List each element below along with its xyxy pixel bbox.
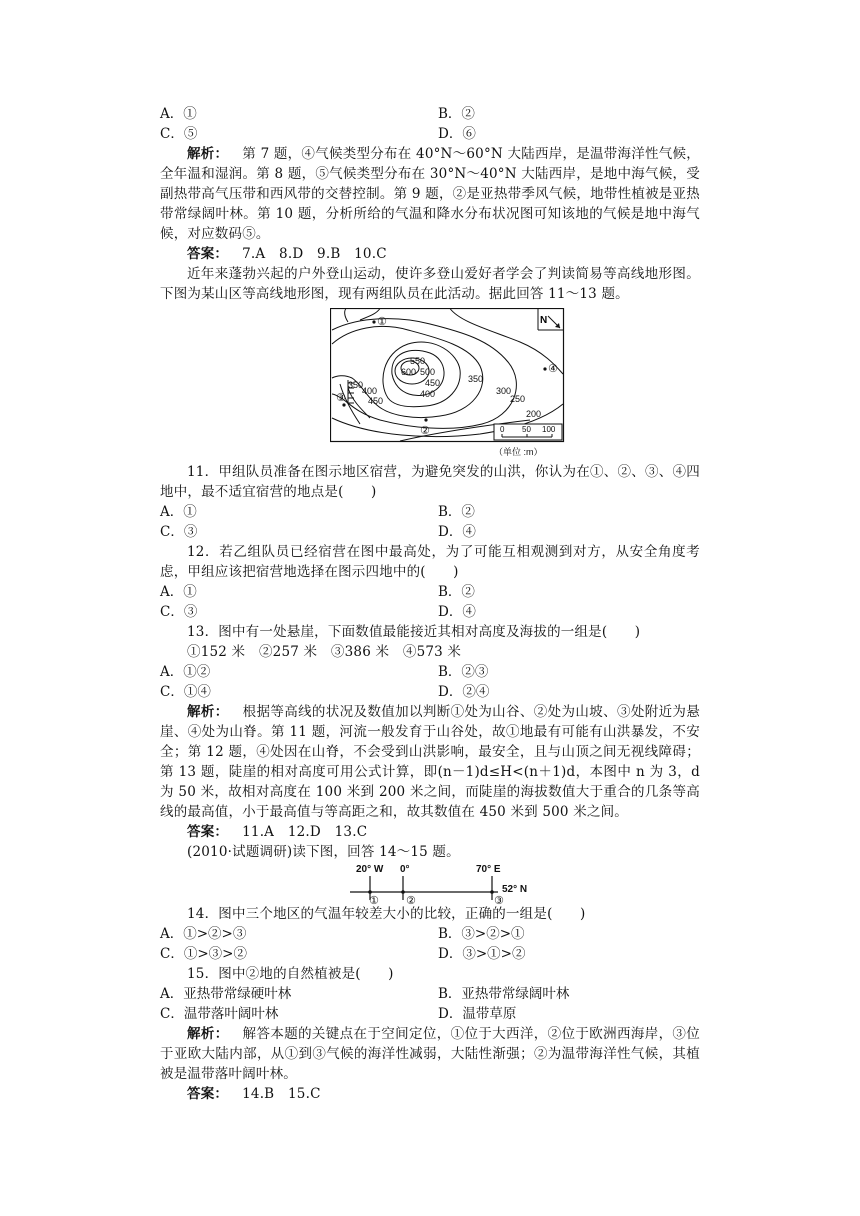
q12-option-b: B．② — [438, 584, 475, 600]
q11-option-b: B．② — [438, 504, 475, 520]
q12-option-c: C．③ — [160, 604, 198, 620]
contour-label-250: 250 — [510, 394, 526, 404]
answer-11-13 — [160, 822, 700, 842]
q15-option-d: D．温带草原 — [438, 1006, 517, 1022]
scale-label-0: 0 — [500, 425, 505, 434]
lat-point-3: ③ — [494, 895, 504, 906]
q13-option-c: C．①④ — [160, 684, 211, 700]
contour-label-600: 600 — [401, 367, 417, 377]
point-3: ③ — [336, 392, 346, 404]
answer-text: 11.A 12.D 13.C — [242, 824, 368, 840]
contour-label-350-left: 350 — [348, 380, 364, 390]
analysis-text: 解答本题的关键点在于空间定位，①位于大西洋，②位于欧洲西海岸，③位于亚欧大陆内部，从①到③气候的海洋性减弱，大陆性渐强；②为温带海洋性气候，其植被是温带落叶阔叶林。 — [160, 1026, 700, 1082]
lon-label-70e: 70° E — [476, 864, 501, 875]
q11-option-d: D．④ — [438, 524, 476, 540]
q13-option-b: B．②③ — [438, 664, 489, 680]
analysis-11-13 — [160, 702, 700, 822]
contour-label-550: 550 — [410, 356, 426, 366]
option-c: C．⑤ — [160, 126, 198, 142]
lon-label-0: 0° — [400, 864, 410, 875]
q13-option-d: D．②④ — [438, 684, 490, 700]
q11-option-c: C．③ — [160, 524, 198, 540]
contour-map — [330, 308, 566, 458]
question-15: 15．图中②地的自然植被是( ) — [187, 966, 394, 982]
scale-label-50: 50 — [522, 425, 531, 434]
option-a: A．① — [160, 106, 197, 122]
point-2: ② — [420, 425, 430, 437]
question-14: 14．图中三个地区的气温年较差大小的比较，正确的一组是( ) — [187, 906, 586, 922]
intro-14-15: (2010·试题调研)读下图，回答 14～15 题。 — [187, 844, 460, 860]
lat-point-1: ① — [369, 895, 379, 906]
lat-label-52n: 52° N — [502, 884, 528, 895]
answer-14-15 — [160, 1084, 700, 1104]
analysis-text: 根据等高线的状况及数值加以判断①处为山谷、②处为山坡、③处附近为悬崖、④处为山脊。第 11 题，河流一般发育于山谷处，故①地最有可能有山洪暴发，不安全；第 12 题，④处因在山脊，不会受到山洪影响，最安全，且与山顶之间无视线障碍；第 13 题，陡崖的相对高度可用公式计算，即(n－1)d≤H<(n＋1)d，本图中 n 为 3，d 为 50 米，故相对高度在 100 米到 200 米之间，而陡崖的海拔数值大于重合的几条等高线的最高值，小于最高值与等高距之和，故其数值在 450 米到 500 米之间。 — [160, 704, 700, 820]
q14-option-b: B．③>②>① — [438, 926, 525, 942]
answer-text: 7.A 8.D 9.B 10.C — [242, 246, 387, 262]
point-4: ④ — [548, 363, 558, 375]
contour-label-450-left: 450 — [368, 396, 384, 406]
lat-point-2: ② — [406, 895, 416, 906]
point-1: ① — [377, 316, 387, 328]
map-unit: （单位 :m） — [494, 447, 543, 457]
q11-option-a: A．① — [160, 504, 197, 520]
answer-label: 答案： — [187, 1086, 229, 1102]
q15-option-a: A．亚热带常绿硬叶林 — [160, 986, 292, 1002]
contour-label-400-left: 400 — [362, 386, 378, 396]
q12-option-a: A．① — [160, 584, 197, 600]
q15-option-b: B．亚热带常绿阔叶林 — [438, 986, 570, 1002]
question-13: 13．图中有一处悬崖，下面数值最能接近其相对高度及海拔的一组是( ) — [187, 624, 641, 640]
lon-label-20w: 20° W — [356, 864, 384, 875]
answer-label: 答案： — [187, 824, 229, 840]
contour-label-200: 200 — [526, 409, 542, 419]
q15-option-c: C．温带落叶阔叶林 — [160, 1006, 279, 1022]
answer-text: 14.B 15.C — [242, 1086, 321, 1102]
analysis-text: 第 7 题，④气候类型分布在 40°N～60°N 大陆西岸，是温带海洋性气候，全年温和湿润。第 8 题，⑤气候类型分布在 30°N～40°N 大陆西岸，是地中海气候，受副热带高气压带和西风带的交替控制。第 9 题，②是亚热带季风气候，地带性植被是亚热带常绿阔叶林。第 10 题，分析所给的气温和降水分布状况图可知该地的气候是地中海气候，对应数码⑤。 — [160, 146, 700, 242]
analysis-14-15 — [160, 1024, 700, 1084]
contour-label-450: 450 — [425, 378, 441, 388]
q14-option-c: C．①>③>② — [160, 946, 247, 962]
scale-label-100: 100 — [542, 425, 556, 434]
question-11: 11．甲组队员准备在图示地区宿营，为避免突发的山洪，你认为在①、②、③、④四地中，最不适宜宿营的地点是( ) — [160, 464, 700, 500]
answer-7-10 — [160, 244, 700, 264]
q13-option-a: A．①② — [160, 664, 211, 680]
q14-option-d: D．③>①>② — [438, 946, 526, 962]
option-b: B．② — [438, 106, 475, 122]
latitude-map — [348, 862, 538, 906]
answer-label: 答案： — [187, 246, 229, 262]
analysis-label: 解析： — [187, 1026, 229, 1042]
contour-label-400: 400 — [420, 389, 436, 399]
contour-label-350: 350 — [468, 374, 484, 384]
analysis-label: 解析： — [187, 146, 229, 162]
q14-option-a: A．①>②>③ — [160, 926, 247, 942]
q12-option-d: D．④ — [438, 604, 476, 620]
contour-label-500: 500 — [420, 367, 436, 377]
analysis-7-10 — [160, 144, 700, 244]
intro-11-13: 近年来蓬勃兴起的户外登山运动，使许多登山爱好者学会了判读简易等高线地形图。下图为某山区等高线地形图，现有两组队员在此活动。据此回答 11～13 题。 — [160, 266, 700, 302]
question-13-values: ①152 米 ②257 米 ③386 米 ④573 米 — [187, 644, 462, 660]
contour-label-300: 300 — [496, 386, 512, 396]
question-12: 12．若乙组队员已经宿营在图中最高处，为了可能互相观测到对方，从安全角度考虑，甲组应该把宿营地选择在图示四地中的( ) — [160, 544, 700, 580]
north-label: N — [540, 315, 548, 326]
option-d: D．⑥ — [438, 126, 476, 142]
analysis-label: 解析： — [187, 704, 229, 720]
